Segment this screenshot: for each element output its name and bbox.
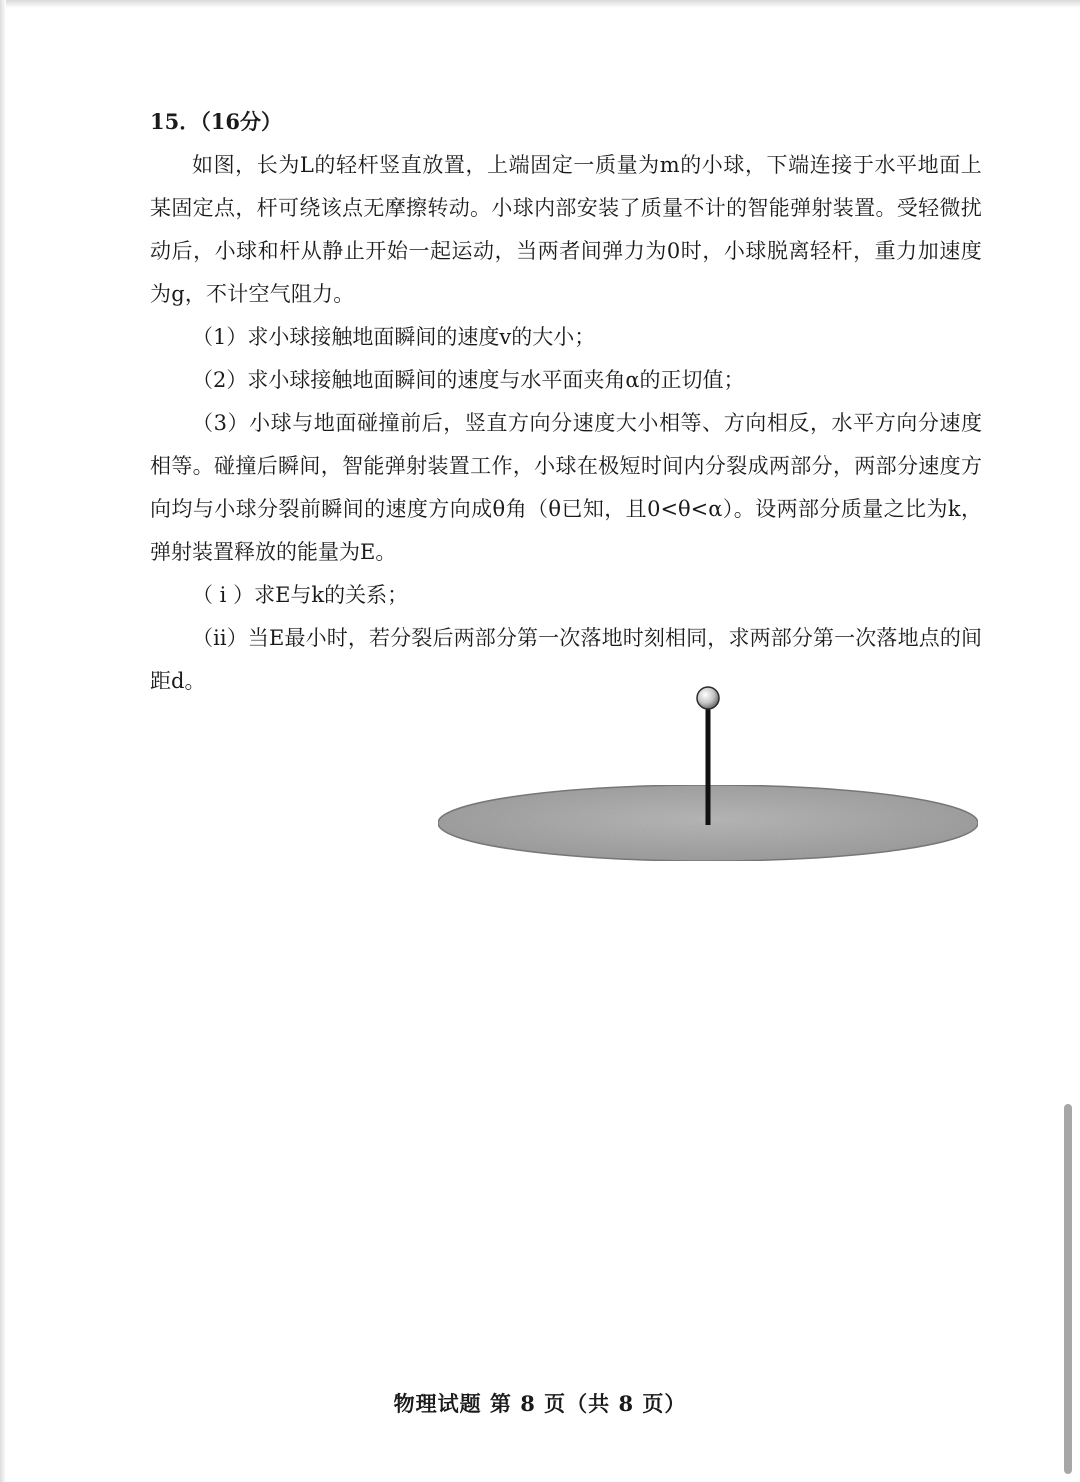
page-footer: 物理试题 第 8 页（共 8 页） [393, 1391, 687, 1416]
question-part-2: （2）求小球接触地面瞬间的速度与水平面夹角α的正切值； [192, 368, 745, 392]
question-15 [150, 102, 982, 703]
page-edge-shadow [0, 0, 1080, 8]
question-part-3: （3）小球与地面碰撞前后，竖直方向分速度大小相等、方向相反，水平方向分速度相等。碰撞后瞬间，智能弹射装置工作，小球在极短时间内分裂成两部分，两部分速度方向均与小球分裂前瞬间的速度方向成θ角（θ已知，且0<θ<α）。设两部分质量之比为k，弹射装置释放的能量为E。 [150, 411, 982, 564]
small-ball [697, 687, 719, 709]
scrollbar-thumb[interactable] [1064, 1104, 1072, 1474]
question-part-3-ii: （ii）当E最小时，若分裂后两部分第一次落地时刻相同，求两部分第一次落地点的间距d。 [150, 626, 982, 693]
question-header: 15．（16分） [150, 109, 282, 134]
question-part-1: （1）求小球接触地面瞬间的速度v的大小； [192, 325, 596, 349]
question-intro: 如图，长为L的轻杆竖直放置，上端固定一质量为m的小球，下端连接于水平地面上某固定点，杆可绕该点无摩擦转动。小球内部安装了质量不计的智能弹射装置。受轻微扰动后，小球和杆从静止开始一起运动，当两者间弹力为0时，小球脱离轻杆，重力加速度为g，不计空气阻力。 [150, 153, 982, 306]
figure-rod-ball [430, 680, 990, 870]
figure-svg [430, 680, 990, 870]
question-part-3-i: （ i ）求E与k的关系； [192, 583, 409, 607]
page-edge-shadow-left [0, 0, 6, 1482]
